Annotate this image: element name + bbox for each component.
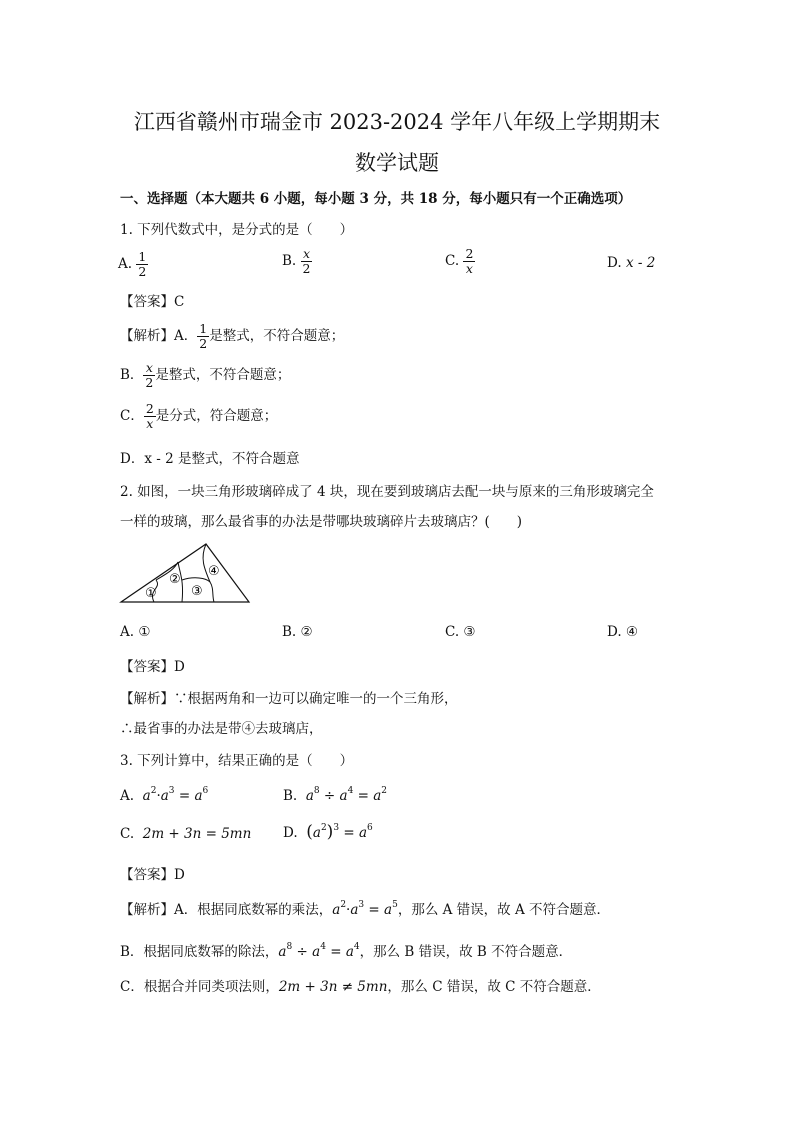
q1-option-d: D. x - 2 — [607, 255, 656, 271]
piece-2-label: ② — [169, 572, 181, 587]
q2-analysis-line2: ∴最省事的办法是带④去玻璃店， — [120, 721, 323, 737]
q2-option-a: A. ① — [120, 624, 151, 640]
q2-stem-line2: 一样的玻璃，那么最省事的办法是带哪块玻璃碎片去玻璃店？( ) — [120, 514, 523, 530]
q2-analysis-line1: 【解析】∵根据两角和一边可以确定唯一的一个三角形， — [120, 691, 458, 707]
q3-option-b: B. $a^8 \div a^4 = a^2$ — [283, 786, 388, 804]
section-heading: 一、选择题（本大题共 6 小题，每小题 3 分，共 18 分，每小题只有一个正确选项） — [120, 191, 632, 207]
q1-stem: 1. 下列代数式中，是分式的是（ ） — [120, 222, 354, 238]
q3-option-a: A. $a^2\cdot a^3 = a^6$ — [120, 786, 209, 804]
document-subtitle: 数学试题 — [355, 151, 439, 175]
q3-analysis-c: C．根据合并同类项法则，2m + 3n ≠ 5mn，那么 C 错误，故 C 不符合题意． — [120, 979, 601, 995]
q1-analysis-d: D．x - 2 是整式，不符合题意 — [120, 451, 300, 467]
q3-option-d: D. $(a^2)^3 = a^6$ — [283, 822, 373, 842]
q1-answer: 【答案】C — [120, 294, 185, 310]
q2-option-c: C. ③ — [445, 624, 476, 640]
piece-4-label: ④ — [208, 564, 220, 579]
q3-analysis-b: B．根据同底数幂的除法，$a^8 \div a^4 = a^4$，那么 B 错误，故 B 不符合题意． — [120, 942, 573, 960]
document-title: 江西省赣州市瑞金市 2023-2024 学年八年级上学期期末 — [133, 110, 661, 134]
piece-3-label: ③ — [191, 584, 203, 599]
q3-stem: 3. 下列计算中，结果正确的是（ ） — [120, 753, 354, 769]
q1-analysis-a: 【解析】A． $\frac{1}{2}$ 是整式，不符合题意； — [120, 321, 345, 351]
q1-analysis-b: B． $\frac{x}{2}$ 是整式，不符合题意； — [120, 360, 291, 390]
q3-option-c: C. 2m + 3n = 5mn — [120, 826, 252, 842]
broken-glass-triangle-figure — [118, 540, 252, 606]
q2-answer: 【答案】D — [120, 659, 185, 675]
piece-1-label: ① — [145, 586, 157, 601]
q1-option-b: B. $\frac{x}{2}$ — [282, 246, 311, 276]
q1-analysis-c: C． $\frac{2}{x}$ 是分式，符合题意； — [120, 401, 278, 431]
q1-option-a: A. $\frac{1}{2}$ — [118, 249, 147, 279]
q2-option-b: B. ② — [282, 624, 313, 640]
q3-answer: 【答案】D — [120, 867, 185, 883]
q1-option-c: C. $\frac{2}{x}$ — [445, 246, 474, 276]
q2-stem-line1: 2. 如图，一块三角形玻璃碎成了 4 块，现在要到玻璃店去配一块与原来的三角形玻璃完全 — [120, 484, 654, 500]
q2-option-d: D. ④ — [607, 624, 639, 640]
q3-analysis-a: 【解析】A．根据同底数幂的乘法，$a^2\cdot a^3 = a^5$，那么 A 错误，故 A 不符合题意． — [120, 900, 611, 918]
